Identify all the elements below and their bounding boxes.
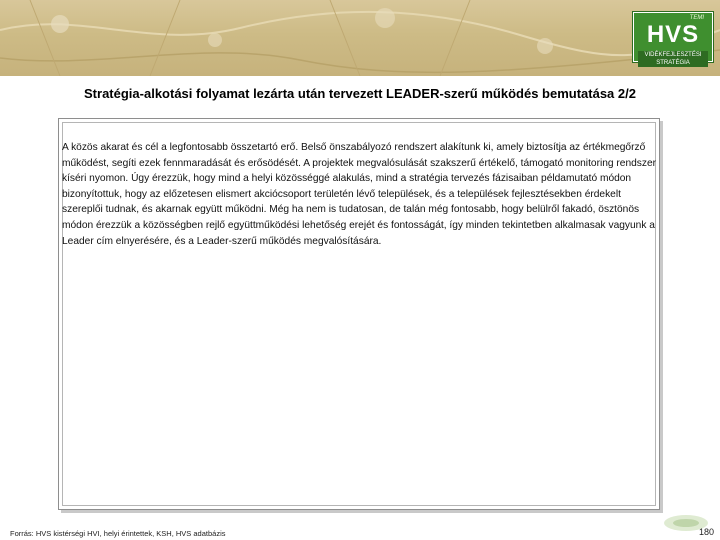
header-map-banner [0,0,720,76]
hvs-logo [633,12,713,66]
map-texture-graphic [0,0,720,76]
logo-sub-text: VIDÉKFEJLESZTÉSI STRATÉGIA [638,51,708,67]
logo-small-text: TEMI [689,15,704,21]
page-number: 180 [698,527,714,537]
body-paragraph: A közös akarat és cél a legfontosabb összetartó erő. Belső önszabályozó rendszert alakítunk ki, amely biztosítja az értékmegőrző működést, segíti ezek fennmaradását és erősödését. A projektek megvalósulását szakszerű értékelő, támogató monitoring rendszer kíséri nyomon. Úgy érezzük, hogy mind a helyi közösséggé alakulás, mind a stratégia tervezés fázisaiban példamutató módon bizonyítottuk, hogy az előzetesen elismert akciócsoport területén lévő települések, és a települések fejlesztésekben érdekelt szereplői tudnak, és akarnak együtt működni. Még ha nem is tudatosan, de talán még fontosabb, hogy belülről fakadó, ösztönös módon érezzük a közösségben rejlő együttműködési lehetőség erejét és fontosságát, így minden tekintetben alkalmasak vagyunk a Leader cím elnyerésére, és a Leader-szerű működés megvalósítására. [62,142,657,247]
page-title: Stratégia-alkotási folyamat lezárta után tervezett LEADER-szerű működés bemutatása 2/2 [84,86,636,101]
source-note: Forrás: HVS kistérségi HVI, helyi érintettek, KSH, HVS adatbázis [10,529,226,538]
logo-main-text: HVS [646,21,700,48]
